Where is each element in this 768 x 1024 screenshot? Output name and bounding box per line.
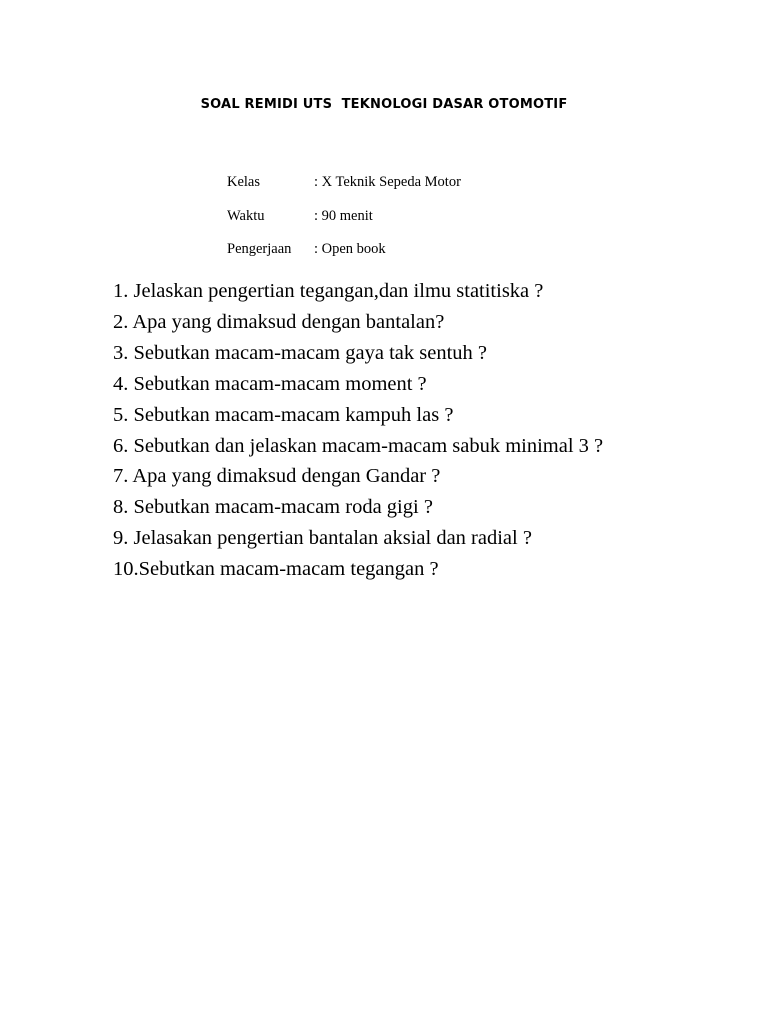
info-row-waktu	[227, 208, 461, 242]
question-item: 6. Sebutkan dan jelaskan macam-macam sabuk minimal 3 ?	[113, 434, 604, 457]
question-item: 7. Apa yang dimaksud dengan Gandar ?	[113, 465, 441, 488]
question-item: 3. Sebutkan macam-macam gaya tak sentuh ?	[113, 341, 487, 364]
info-label: Waktu	[227, 207, 265, 224]
question-item: 5. Sebutkan macam-macam kampuh las ?	[113, 403, 454, 426]
info-value: : Open book	[314, 241, 386, 257]
info-row-pengerjaan	[227, 241, 461, 275]
info-label: Kelas	[227, 174, 261, 190]
question-list	[113, 276, 603, 585]
info-label: Pengerjaan	[227, 241, 292, 257]
exam-info-table	[227, 174, 461, 275]
document-title: SOAL REMIDI UTS TEKNOLOGI DASAR OTOMOTIF	[200, 97, 568, 112]
question-item: 4. Sebutkan macam-macam moment ?	[113, 372, 427, 395]
question-item: 9. Jelasakan pengertian bantalan aksial dan radial ?	[113, 527, 532, 550]
info-value: : X Teknik Sepeda Motor	[314, 174, 461, 190]
question-item: 2. Apa yang dimaksud dengan bantalan?	[113, 310, 445, 333]
info-row-kelas	[227, 174, 461, 208]
question-item: 8. Sebutkan macam-macam roda gigi ?	[113, 496, 433, 519]
question-item: 1. Jelaskan pengertian tegangan,dan ilmu statitiska ?	[113, 280, 544, 302]
question-item: 10.Sebutkan macam-macam tegangan ?	[113, 558, 439, 581]
info-value: : 90 menit	[314, 207, 373, 224]
